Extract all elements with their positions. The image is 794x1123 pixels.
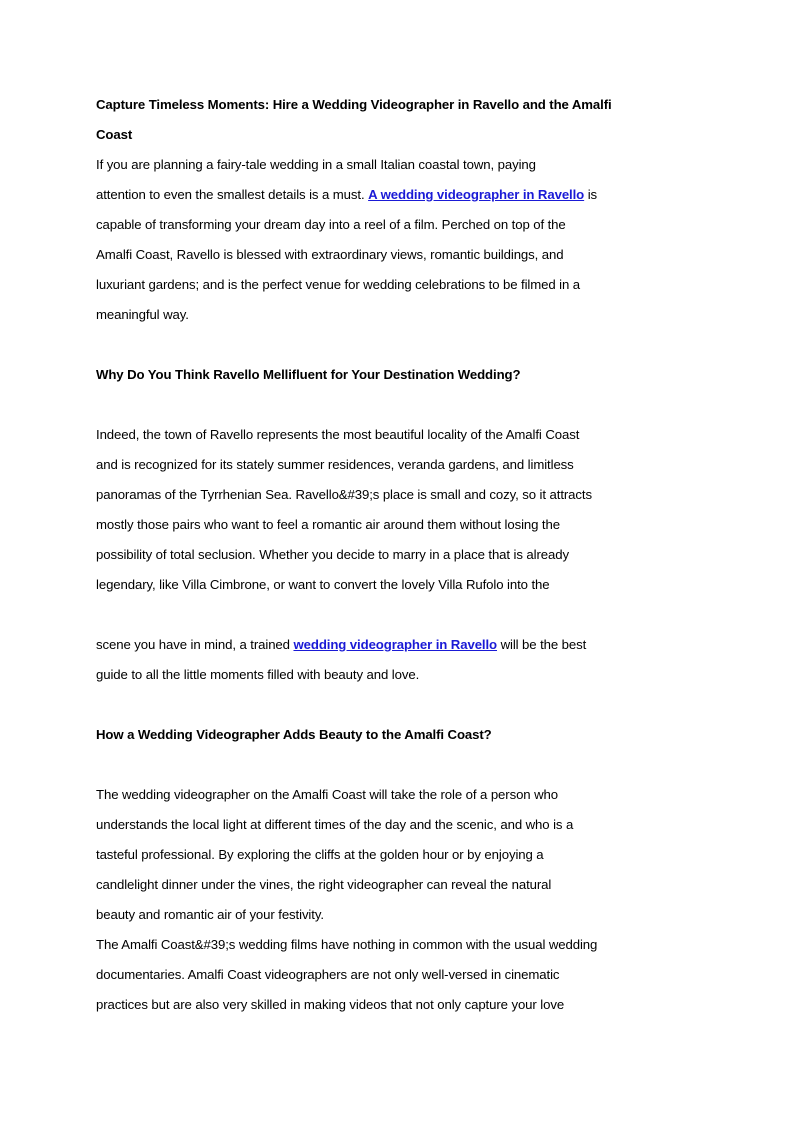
section-2-line-4: candlelight dinner under the vines, the right videographer can reveal the natural: [96, 877, 552, 892]
paragraph-spacer: [96, 330, 636, 360]
section-1-line-7: [96, 630, 636, 660]
section-2-line-2: understands the local light at different times of the day and the scenic, and who is a: [96, 817, 574, 832]
section-1-line-8: guide to all the little moments filled with beauty and love.: [96, 667, 420, 682]
section-2-heading: How a Wedding Videographer Adds Beauty to the Amalfi Coast?: [96, 727, 492, 742]
videographer-ravello-link-1[interactable]: A wedding videographer in Ravello: [368, 187, 585, 202]
paragraph-spacer: [96, 390, 636, 420]
section-2-line-3: tasteful professional. By exploring the cliffs at the golden hour or by enjoying a: [96, 847, 544, 862]
document-page: [96, 90, 636, 1020]
paragraph-spacer: [96, 690, 636, 720]
intro-line-2-text-before: attention to even the smallest details is a must.: [96, 187, 369, 202]
section-2-line-6: The Amalfi Coast&#39;s wedding films have nothing in common with the usual wedding: [96, 937, 598, 952]
intro-line-6: meaningful way.: [96, 307, 189, 322]
paragraph-spacer: [96, 750, 636, 780]
videographer-ravello-link-2[interactable]: wedding videographer in Ravello: [293, 637, 498, 652]
paragraph-spacer: [96, 600, 636, 630]
intro-line-1: If you are planning a fairy-tale wedding in a small Italian coastal town, paying: [96, 157, 536, 172]
intro-line-2: [96, 180, 636, 210]
section-1-line-2: and is recognized for its stately summer residences, veranda gardens, and limitless: [96, 457, 574, 472]
section-1-line-4: mostly those pairs who want to feel a romantic air around them without losing the: [96, 517, 560, 532]
section-1-line-3: panoramas of the Tyrrhenian Sea. Ravello&#39;s place is small and cozy, so it attracts: [96, 487, 592, 502]
section-2-line-7: documentaries. Amalfi Coast videographers are not only well-versed in cinematic: [96, 967, 560, 982]
section-1-line-5: possibility of total seclusion. Whether you decide to marry in a place that is already: [96, 547, 569, 562]
intro-line-3: capable of transforming your dream day into a reel of a film. Perched on top of the: [96, 217, 566, 232]
intro-line-4: Amalfi Coast, Ravello is blessed with extraordinary views, romantic buildings, and: [96, 247, 564, 262]
section-1-line-6: legendary, like Villa Cimbrone, or want to convert the lovely Villa Rufolo into the: [96, 577, 550, 592]
section-1-line-1: Indeed, the town of Ravello represents the most beautiful locality of the Amalfi Coast: [96, 427, 580, 442]
document-title-line-2: Coast: [96, 127, 133, 142]
intro-line-5: luxuriant gardens; and is the perfect venue for wedding celebrations to be filmed in a: [96, 277, 581, 292]
section-2-line-5: beauty and romantic air of your festivity.: [96, 907, 324, 922]
section-1-heading: Why Do You Think Ravello Mellifluent for Your Destination Wedding?: [96, 367, 521, 382]
section-2-line-8: practices but are also very skilled in making videos that not only capture your love: [96, 997, 565, 1012]
document-title-line-1: Capture Timeless Moments: Hire a Wedding Videographer in Ravello and the Amalfi: [96, 97, 612, 112]
section-1-line-7-text-before: scene you have in mind, a trained: [96, 637, 294, 652]
section-2-line-1: The wedding videographer on the Amalfi Coast will take the role of a person who: [96, 787, 558, 802]
section-1-line-7-text-after: will be the best: [497, 637, 587, 652]
intro-line-2-text-after: is: [584, 187, 598, 202]
